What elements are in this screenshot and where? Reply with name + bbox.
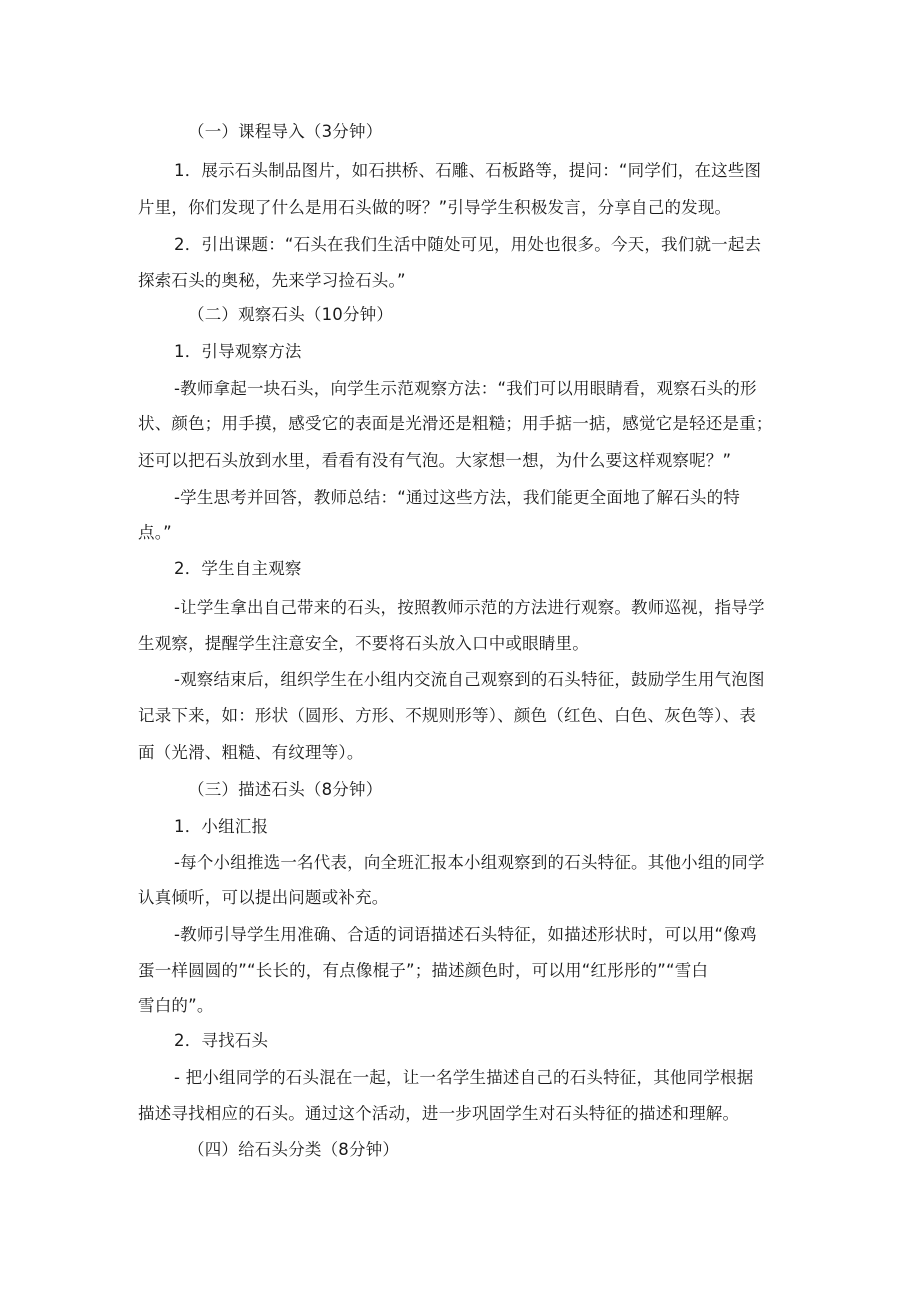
section-heading-3: （三）描述石头（8分钟） — [188, 780, 383, 799]
paragraph-line: 描述寻找相应的石头。通过这个活动，进一步巩固学生对石头特征的描述和理解。 — [138, 1104, 740, 1123]
paragraph-line: -让学生拿出自己带来的石头，按照教师示范的方法进行观察。教师巡视，指导学 — [174, 598, 765, 617]
paragraph-line: -教师引导学生用准确、合适的词语描述石头特征，如描述形状时，可以用“像鸡 — [174, 925, 757, 944]
paragraph-line: -教师拿起一块石头，向学生示范观察方法：“我们可以用眼睛看，观察石头的形 — [174, 379, 757, 398]
subheading: 2．寻找石头 — [174, 1031, 269, 1050]
paragraph-line: 记录下来，如：形状（圆形、方形、不规则形等）、颜色（红色、白色、灰色等）、表 — [138, 706, 757, 725]
list-item-continuation: 片里，你们发现了什么是用石头做的呀？”引导学生积极发言，分享自己的发现。 — [138, 198, 732, 217]
paragraph-line: 点。” — [138, 523, 172, 542]
paragraph-line: 认真倾听，可以提出问题或补充。 — [138, 888, 389, 907]
subheading: 1．引导观察方法 — [174, 342, 302, 361]
paragraph-line: 面（光滑、粗糙、有纹理等）。 — [138, 743, 364, 762]
list-item-continuation: 探索石头的奥秘，先来学习捡石头。” — [138, 271, 406, 290]
section-heading-4: （四）给石头分类（8分钟） — [188, 1140, 400, 1159]
paragraph-line: -每个小组推选一名代表，向全班汇报本小组观察到的石头特征。其他小组的同学 — [174, 853, 765, 872]
paragraph-line: 状、颜色；用手摸，感受它的表面是光滑还是粗糙；用手掂一掂，感觉它是轻还是重； — [138, 414, 773, 433]
list-item: 2．引出课题：“石头在我们生活中随处可见，用处也很多。今天，我们就一起去 — [174, 235, 762, 254]
paragraph-line: -观察结束后，组织学生在小组内交流自己观察到的石头特征，鼓励学生用气泡图 — [174, 670, 765, 689]
paragraph-line: 还可以把石头放到水里，看看有没有气泡。大家想一想，为什么要这样观察呢？” — [138, 451, 732, 470]
paragraph-line: -学生思考并回答，教师总结：“通过这些方法，我们能更全面地了解石头的特 — [174, 488, 741, 507]
section-heading-1: （一）课程导入（3分钟） — [188, 122, 383, 141]
subheading: 1．小组汇报 — [174, 817, 269, 836]
paragraph-line: 雪白的”。 — [138, 996, 214, 1015]
paragraph-line: 蛋一样圆圆的”“长长的，有点像棍子”；描述颜色时，可以用“红彤彤的”“雪白 — [138, 961, 709, 980]
subheading: 2．学生自主观察 — [174, 559, 302, 578]
paragraph-line: 生观察，提醒学生注意安全，不要将石头放入口中或眼睛里。 — [138, 634, 589, 653]
list-item: 1．展示石头制品图片，如石拱桥、石雕、石板路等，提问：“同学们，在这些图 — [174, 161, 762, 180]
paragraph-line: - 把小组同学的石头混在一起，让一名学生描述自己的石头特征，其他同学根据 — [174, 1068, 754, 1087]
section-heading-2: （二）观察石头（10分钟） — [188, 305, 394, 324]
